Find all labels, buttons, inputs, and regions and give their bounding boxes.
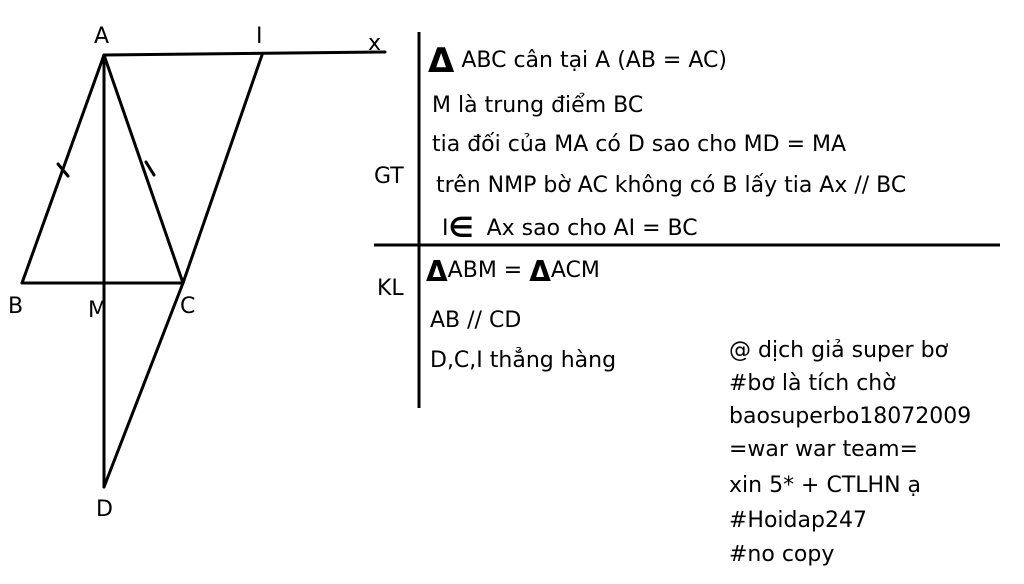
note-line-3: baosuperbo18072009	[729, 404, 972, 429]
point-label-m: M	[88, 298, 107, 323]
gt-line-1-text: ABC cân tại A (AB = AC)	[461, 48, 727, 73]
gt-line-2: M là trung điểm BC	[432, 93, 644, 118]
gt-label: GT	[374, 164, 404, 189]
note-line-5: xin 5* + CTLHN ạ	[729, 473, 922, 498]
point-label-a: A	[94, 24, 110, 49]
triangle-symbol: Δ	[529, 255, 551, 288]
ray-ax	[104, 52, 385, 55]
gt-line-5	[442, 211, 698, 244]
point-label-b: B	[8, 294, 24, 319]
point-label-d: D	[96, 497, 113, 522]
kl-line-3: D,C,I thẳng hàng	[430, 348, 617, 373]
triangle-symbol: Δ	[428, 41, 455, 81]
gt-line-3: tia đối của MA có D sao cho MD = MA	[432, 132, 847, 157]
note-line-6: #Hoidap247	[729, 508, 867, 533]
point-label-c: C	[180, 294, 196, 319]
kl-line-1-part2: ACM	[550, 258, 600, 283]
gt-line-1	[428, 41, 727, 81]
gt-line-5-i: I	[442, 216, 449, 241]
segment-ci	[183, 55, 262, 283]
kl-label: KL	[377, 276, 404, 301]
element-of-symbol: ∈	[448, 211, 474, 244]
point-label-i: I	[256, 24, 263, 49]
gt-line-5-text: Ax sao cho AI = BC	[486, 216, 698, 241]
segment-ac	[104, 55, 183, 283]
gt-line-4: trên NMP bờ AC không có B lấy tia Ax // BC	[436, 173, 907, 198]
note-line-7: #no copy	[729, 542, 835, 567]
note-line-4: =war war team=	[729, 437, 918, 462]
tick-ac	[146, 162, 154, 175]
kl-line-1-part1: ABM =	[447, 258, 530, 283]
kl-line-2: AB // CD	[430, 308, 522, 333]
segment-dc	[104, 283, 183, 487]
triangle-symbol: Δ	[426, 255, 448, 288]
note-line-1: @ dịch giả super bơ	[729, 338, 949, 363]
point-label-x: x	[368, 31, 382, 56]
note-line-2: #bơ là tích chờ	[729, 371, 896, 396]
kl-line-1	[426, 255, 600, 288]
geometry-figure	[0, 0, 400, 584]
